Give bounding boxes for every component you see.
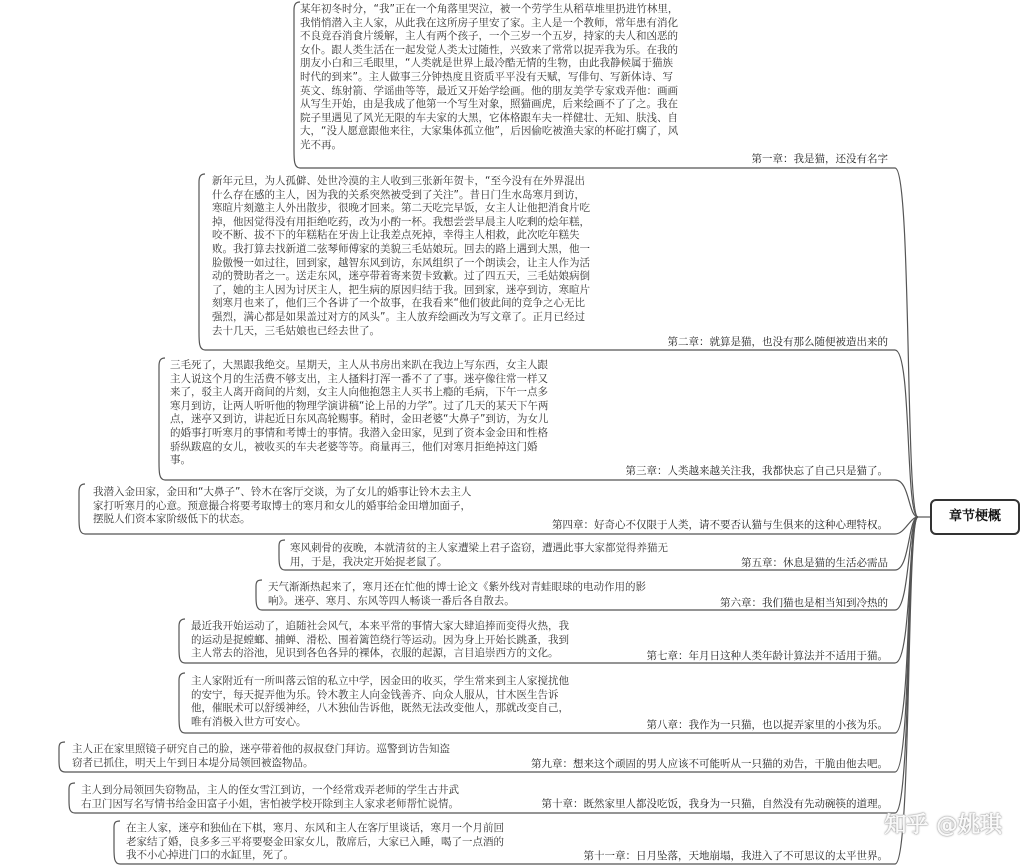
chapter-11-title: 第十一章：日月坠落，天地崩塌，我进入了不可思议的太平世界。 [583,850,888,862]
chapter-7-summary: 最近我开始运动了，追随社会风气，本来平常的事情大家大肆追捧而变得火热，我的运动是捉螳螂、捕蝉、滑松、围着篱笆绕行等运动。因为身上开始长跳蚤，我到主人常去的浴池，见识到各色各异的裸体，衣服的起源，言目追崇西方的文化。 [191,620,569,660]
bracket-ch3 [159,358,165,480]
chapter-9-title: 第九章：想来这个顽固的男人应该不可能听从一只猫的劝告，干脆由他去吧。 [531,758,888,770]
chapter-1-summary: 某年初冬时分，“我”正在一个角落里哭泣，被一个劳学生从稻草堆里扔进竹林里，我悄悄潜入主人家，从此我在这所房子里安了家。主人是一个教师，常年患有消化不良竟吞消食片缓解，主人有两个孩子，一个三岁一个五岁，持家的夫人和凶恶的女仆。跟人类生活在一起发觉人类太过随性，兴致来了常常以捉弄我为乐。在我的朋友小白和三毛眼里，“人类就是世界上最冷酷无情的生物，由此我静候属于猫族时代的到来”。主人做事三分钟热度且资质平平没有天赋，写俳句、写新体诗、写英文、练射箭、学谣曲等等，最近又开始学绘画。他的朋友美学专家戏弄他：画画从写生开始，由是我成了他第一个写生对象，照猫画虎，后来绘画不了了之。我在院子里遇见了风光无限的车夫家的大黑，它体格跟车夫一样健壮、无知、肤浅、自大，“没人愿意跟他来往，大家集体孤立他”，后因偷吃被渔夫家的杯砣打瘸了，风光不再。 [300,3,679,151]
chapter-9-summary: 主人正在家里照镜子研究自己的脸，迷亭带着他的叔叔登门拜访。巡警到访告知盗窃者已抓住，明天上午到日本堤分局领回被盗物品。 [72,743,450,769]
chapter-6-title: 第六章：我们猫也是相当知到冷热的 [720,597,888,609]
bracket-ch10 [69,783,75,813]
watermark: 知乎 @姚琪 [884,813,1002,838]
chapter-5-title: 第五章：休息是猫的生活必需品 [741,557,888,569]
chapter-8-title: 第八章：我作为一只猫，也以捉弄家里的小孩为乐。 [646,719,888,731]
chapter-1-title: 第一章：我是猫，还没有名字 [751,153,888,165]
chapter-11-summary: 在主人家，迷亭和独仙在下棋，寒月、东风和主人在客厅里谈话，寒月一个月前回老家结了婚，良多多三平将要娶金田家女儿，散席后，大家已入睡，喝了一点酒的我不小心掉进门口的水缸里，死了。 [126,822,504,862]
chapter-3-title: 第三章：人类越来越关注我，我都快忘了自己只是猫了。 [625,465,888,477]
bracket-ch6 [256,580,262,610]
chapter-3-summary: 三毛死了，大黑跟我绝交。星期天，主人从书房出来趴在我边上写东西，女主人跟主人说这个月的生活费不够支出，主人搔料打浑一番不了了事。迷亭像往常一样又来了，驳主人离开商间的片刻，女主人向他抱怨主人买书上瘾的毛病，下午一点多寒月到访，让两人听听他的物理学演讲稿“论上吊的力学”。过了几天的某天下午两点，迷亭又到访，讲起近日东风高轮赐事。稍时，金田老婆“大鼻子”到访，为女儿的婚事打听寒月的事情和考博士的事情。我潜入金田家，见到了资本金金田和性格骄纵跋扈的女儿，被收买的车夫老婆等等。商量再三，他们对寒月拒绝掉这门婚事。 [170,359,549,467]
chapter-10-summary: 主人到分局领回失窃物品，主人的侄女雪江到访，一个经常戏弄老师的学生古井武右卫门因写名写情书给金田富子小姐，害怕被学校开除到主人家求老师帮忙说情。 [81,784,459,810]
chapter-8-summary: 主人家附近有一所叫落云馆的私立中学，因金田的收买，学生常来到主人家搅扰他的安宁，每天捉弄他为乐。铃木教主人向金钱善齐、向众人服从，甘木医生告诉他，催眠术可以舒缓神经，八木独仙告诉他，既然无法改变他人，那就改变自己，唯有消极入世方可安心。 [191,675,569,728]
bracket-ch5 [279,540,285,570]
chapter-7-title: 第七章：年月日这种人类年龄计算法并不适用于猫。 [646,650,888,662]
chapter-2-title: 第二章：就算是猫，也没有那么随便被造出来的 [667,336,888,348]
bracket-ch8 [179,673,185,733]
chapter-4-summary: 我潜入金田家，金田和“大鼻子”、铃木在客厅交谈，为了女儿的婚事让铃木去主人家打听寒月的心意。预意撮合将要考取博士的寒月和女儿的婚事给金田增加面子，摆脱人们资本家阶级低下的状态。 [93,486,472,526]
bracket-ch11 [114,821,120,864]
chapter-5-summary: 寒风刺骨的夜晚，本就清贫的主人家遭梁上君子盗窃，遭遇此事大家都觉得养猫无用，于是，我决定开始捉老鼠了。 [290,542,668,568]
bracket-ch2 [199,174,205,350]
root-node[interactable]: 章节梗概 [930,499,1020,535]
chapter-6-summary: 天气渐渐热起来了，寒月还在忙他的博士论文《紫外线对青蛙眼球的电动作用的影响》。迷亭、寒月、东风等四人畅谈一番后各自散去。 [268,581,646,607]
bracket-ch9 [59,742,65,772]
bracket-ch4 [79,484,85,534]
chapter-2-summary: 新年元旦，为人孤僻、处世冷漠的主人收到三张新年贺卡，“至今没有在外界混出什么存在感的主人，因为我的关系突然被受到了关注”。昔日门生水岛寒月到访，寒暄片刻邀主人外出散步，很晚才回来。第二天吃完早饭，女主人让他把消食片吃掉，他因觉得没有用拒绝吃药，改为小酌一杯。我想尝尝早晨主人吃剩的烩年糕，咬不断、拔不下的年糕粘在牙齿上让我差点死掉，幸得主人相救，此次吃年糕失败。我打算去找新道二弦琴师傅家的美貌三毛姑娘玩。回去的路上遇到大黑，他一脸傲慢一如过往，回到家，越智东风到访，东风组织了一个朗读会，让主人作为活动的赞助者之一。送走东风，迷亭带着寄来贺卡致歉。过了四五天，三毛姑娘病倒了，她的主人因为讨厌主人，把生病的原因归结于我。回到家，迷亭到访，寒暄片刻寒月也来了，他们三个各讲了一个故事，在我看来“他们彼此间的竞争之心无比强烈，满心都是如果盖过对方的风头”。主人放弃绘画改为写文章了。正月已经过去十几天，三毛姑娘也已经去世了。 [212,175,590,337]
chapter-10-title: 第十章：既然家里人都没吃饭，我身为一只猫，自然没有先动碗筷的道理。 [541,798,888,810]
chapter-4-title: 第四章：好奇心不仅限于人类，请不要否认猫与生俱来的这种心理特权。 [552,519,888,531]
bracket-ch7 [179,619,185,663]
